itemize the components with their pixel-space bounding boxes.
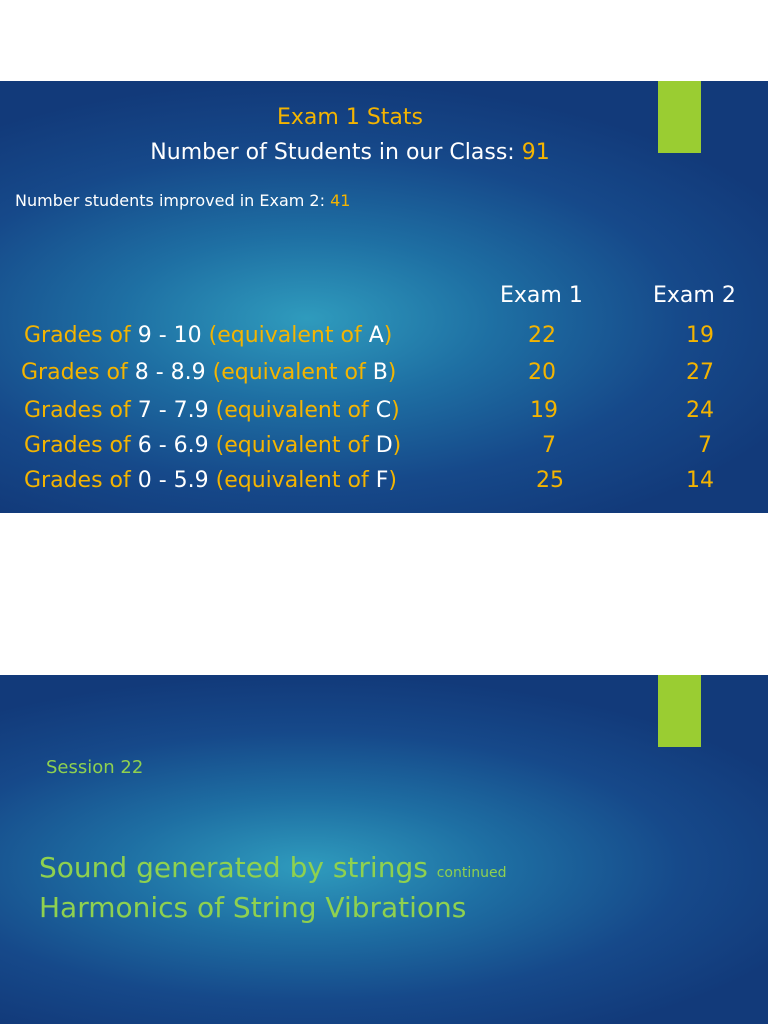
row-close: ) [391, 398, 400, 423]
class-count-value: 91 [521, 140, 550, 165]
row-close: ) [387, 360, 397, 385]
exam1-value: 7 [542, 433, 556, 458]
row-range: 0 - 5.9 [137, 468, 209, 493]
row-range: 8 - 8.9 [134, 360, 206, 385]
row-letter: A [368, 323, 384, 348]
improved-line [15, 191, 350, 210]
row-equiv: (equivalent of [201, 323, 369, 348]
row-prefix: Grades of [24, 468, 138, 493]
row-range: 7 - 7.9 [137, 398, 209, 423]
row-prefix: Grades of [24, 433, 138, 458]
col-header-exam2: Exam 2 [653, 283, 736, 308]
slide-session [0, 675, 768, 1024]
exam1-value: 25 [536, 468, 564, 493]
row-prefix: Grades of [24, 398, 138, 423]
exam2-value: 7 [698, 433, 712, 458]
exam2-value: 14 [686, 468, 714, 493]
row-letter: C [375, 398, 392, 423]
grade-row-d [24, 433, 401, 458]
class-count-label: Number of Students in our Class: [150, 140, 522, 165]
heading-suffix: continued [436, 865, 507, 881]
row-close: ) [388, 468, 397, 493]
grade-row-c [24, 398, 400, 423]
grade-row-a [24, 323, 392, 348]
row-prefix: Grades of [21, 360, 135, 385]
row-letter: D [375, 433, 393, 458]
session-label: Session 22 [46, 757, 144, 778]
slide-exam-stats [0, 81, 768, 513]
exam1-value: 22 [528, 323, 556, 348]
row-equiv: (equivalent of [208, 398, 376, 423]
row-range: 6 - 6.9 [137, 433, 209, 458]
improved-value: 41 [330, 191, 351, 210]
grade-row-b [21, 360, 396, 385]
row-close: ) [383, 323, 393, 348]
row-letter: B [372, 360, 388, 385]
row-letter: F [375, 468, 389, 493]
exam2-value: 24 [686, 398, 714, 423]
exam1-value: 19 [530, 398, 558, 423]
slide-title: Exam 1 Stats [277, 105, 423, 130]
heading-text: Sound generated by strings [39, 851, 428, 884]
row-equiv: (equivalent of [208, 468, 376, 493]
row-equiv: (equivalent of [208, 433, 376, 458]
col-header-exam1: Exam 1 [500, 283, 583, 308]
slide-heading-line2: Harmonics of String Vibrations [39, 891, 467, 924]
exam2-value: 19 [686, 323, 714, 348]
accent-bar [658, 675, 701, 747]
exam2-value: 27 [686, 360, 714, 385]
row-range: 9 - 10 [137, 323, 202, 348]
row-equiv: (equivalent of [205, 360, 373, 385]
row-close: ) [392, 433, 402, 458]
improved-label: Number students improved in Exam 2: [15, 191, 325, 210]
slide-heading-line1 [39, 851, 506, 884]
exam1-value: 20 [528, 360, 556, 385]
row-prefix: Grades of [24, 323, 138, 348]
class-count [0, 140, 700, 165]
grade-row-f [24, 468, 397, 493]
